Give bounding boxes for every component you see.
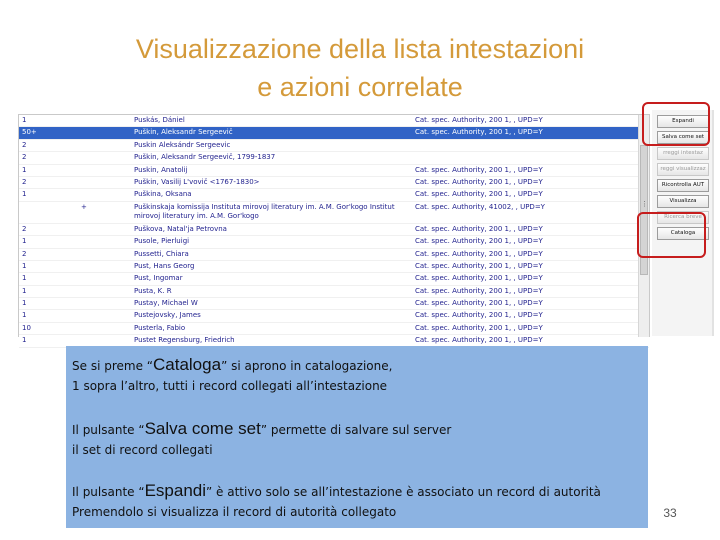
explanation-cataloga <box>72 356 392 375</box>
row-info: Cat. spec. Authority, 200 1, , UPD=Y <box>415 165 543 174</box>
table-row[interactable] <box>19 224 649 236</box>
row-count: 1 <box>22 190 27 199</box>
row-heading: Puškova, Natal'ja Petrovna <box>134 224 227 233</box>
row-heading: Pussetti, Chiara <box>134 249 189 258</box>
row-count: 1 <box>22 299 27 308</box>
row-count: 10 <box>22 323 31 332</box>
text-segment: ” è attivo solo se all’intestazione è associato un record di autorità <box>206 485 601 499</box>
table-row[interactable] <box>19 165 649 177</box>
row-count: 2 <box>22 224 27 233</box>
explanation-salva-line2: il set di record collegati <box>72 443 213 457</box>
explanation-box <box>66 346 648 528</box>
row-info: Cat. spec. Authority, 200 1, , UPD=Y <box>415 116 543 124</box>
explanation-cataloga-line2: 1 sopra l’altro, tutti i record collegati all’intestazione <box>72 379 388 393</box>
text-segment: ” si aprono in catalogazione, <box>221 359 393 373</box>
text-segment: Il pulsante “ <box>72 485 145 499</box>
table-row[interactable] <box>19 310 649 322</box>
row-heading: Puskin Aleksándr Sergeevic <box>134 140 231 149</box>
row-heading: Puskin, Anatolij <box>134 165 188 174</box>
row-heading: Puškina, Oksana <box>134 190 192 199</box>
row-heading: Pusole, Pierluigi <box>134 237 190 246</box>
row-info: Cat. spec. Authority, 200 1, , UPD=Y <box>415 299 543 308</box>
keyword-salva-come-set: Salva come set <box>144 419 261 438</box>
row-count: 2 <box>22 140 27 149</box>
row-info: Cat. spec. Authority, 200 1, , UPD=Y <box>415 336 543 345</box>
cataloga-button[interactable]: Cataloga <box>657 227 709 240</box>
row-count: 50+ <box>22 128 37 137</box>
row-count: 1 <box>22 286 27 295</box>
row-count: 2 <box>22 249 27 258</box>
visualizza-button[interactable]: Visualizza <box>657 195 709 208</box>
ricontrolla-aut-button[interactable]: Ricontrolla AUT <box>657 179 709 192</box>
table-row[interactable] <box>19 189 649 201</box>
row-info: Cat. spec. Authority, 200 1, , UPD=Y <box>415 323 543 332</box>
text-segment: Se si preme “ <box>72 359 153 373</box>
row-count: 2 <box>22 153 27 162</box>
splitter-handle-icon[interactable]: ⋮ <box>641 200 648 208</box>
row-heading: Puskás, Dániel <box>134 116 185 124</box>
slide-title <box>0 30 720 106</box>
row-count: 1 <box>22 237 27 246</box>
salva-come-set-button[interactable]: Salva come set <box>657 131 709 144</box>
table-row[interactable] <box>19 249 649 261</box>
table-row[interactable] <box>19 323 649 335</box>
explanation-espandi <box>72 482 601 501</box>
row-count: 1 <box>22 261 27 270</box>
table-row[interactable] <box>19 202 649 224</box>
row-count: 1 <box>22 116 27 124</box>
text-segment: ” permette di salvare sul server <box>260 423 452 437</box>
slide-title-line-1: Visualizzazione della lista intestazioni <box>135 34 585 64</box>
row-info: Cat. spec. Authority, 200 1, , UPD=Y <box>415 286 543 295</box>
row-count: 2 <box>22 177 27 186</box>
keyword-espandi: Espandi <box>144 481 207 500</box>
table-row[interactable] <box>19 261 649 273</box>
espandi-button[interactable]: Espandi <box>657 115 709 128</box>
row-info: Cat. spec. Authority, 200 1, , UPD=Y <box>415 311 543 320</box>
explanation-salva <box>72 420 451 439</box>
row-flag: + <box>81 202 87 211</box>
row-count: 1 <box>22 274 27 283</box>
ricerca-breve-button[interactable]: Ricerca breve <box>657 211 709 224</box>
row-info: Cat. spec. Authority, 41002, , UPD=Y <box>415 202 545 211</box>
table-row[interactable] <box>19 127 649 139</box>
row-info: Cat. spec. Authority, 200 1, , UPD=Y <box>415 237 543 246</box>
row-info: Cat. spec. Authority, 200 1, , UPD=Y <box>415 224 543 233</box>
table-row[interactable] <box>19 115 649 127</box>
row-info: Cat. spec. Authority, 200 1, , UPD=Y <box>415 274 543 283</box>
table-row[interactable] <box>19 273 649 285</box>
correggi-intestazione-button[interactable]: rreggi intestaz <box>657 147 709 160</box>
table-row[interactable] <box>19 298 649 310</box>
table-row[interactable] <box>19 177 649 189</box>
row-count: 1 <box>22 311 27 320</box>
panel-scrollbar[interactable] <box>712 110 714 336</box>
slide-title-line-2: e azioni correlate <box>257 72 463 102</box>
explanation-espandi-line2: Premendolo si visualizza il record di autorità collegato <box>72 505 397 519</box>
row-heading: Pusta, K. R <box>134 286 172 295</box>
table-row[interactable] <box>19 140 649 152</box>
headings-list[interactable] <box>18 114 650 345</box>
row-heading: Puškin, Vasilij L'vovič <1767-1830> <box>134 177 260 186</box>
row-heading: Pustejovsky, James <box>134 311 201 320</box>
row-heading: Pusterla, Fabio <box>134 323 186 332</box>
row-info: Cat. spec. Authority, 200 1, , UPD=Y <box>415 261 543 270</box>
correggi-visualizzazione-button[interactable]: reggi visualizzaz <box>657 163 709 176</box>
row-info: Cat. spec. Authority, 200 1, , UPD=Y <box>415 190 543 199</box>
row-heading: Pust, Hans Georg <box>134 261 195 270</box>
row-info: Cat. spec. Authority, 200 1, , UPD=Y <box>415 128 543 137</box>
row-count: 1 <box>22 165 27 174</box>
row-heading: Puškin, Aleksandr Sergeevič <box>134 128 233 137</box>
highlight-cataloga <box>637 212 706 258</box>
row-heading: Puškinskaja komissija Instituta mirovoj literatury im. A.M. Gor'kogo Institut mirovoj literatury im. A.M. Gor'kogo <box>134 202 395 221</box>
row-heading: Pustay, Michael W <box>134 299 198 308</box>
table-row[interactable] <box>19 286 649 298</box>
text-segment: Il pulsante “ <box>72 423 145 437</box>
highlight-espandi-salva <box>642 102 710 146</box>
row-count: 1 <box>22 336 27 345</box>
page-number: 33 <box>663 506 677 520</box>
screenshot-panel <box>14 110 714 345</box>
keyword-cataloga: Cataloga <box>153 355 222 374</box>
table-row[interactable] <box>19 236 649 248</box>
row-heading: Pust, Ingomar <box>134 274 183 283</box>
row-info: Cat. spec. Authority, 200 1, , UPD=Y <box>415 177 543 186</box>
row-heading: Puškin, Aleksandr Sergeevič, 1799-1837 <box>134 153 276 162</box>
row-heading: Pustet Regensburg, Friedrich <box>134 336 235 345</box>
row-info: Cat. spec. Authority, 200 1, , UPD=Y <box>415 249 543 258</box>
table-row[interactable] <box>19 152 649 164</box>
